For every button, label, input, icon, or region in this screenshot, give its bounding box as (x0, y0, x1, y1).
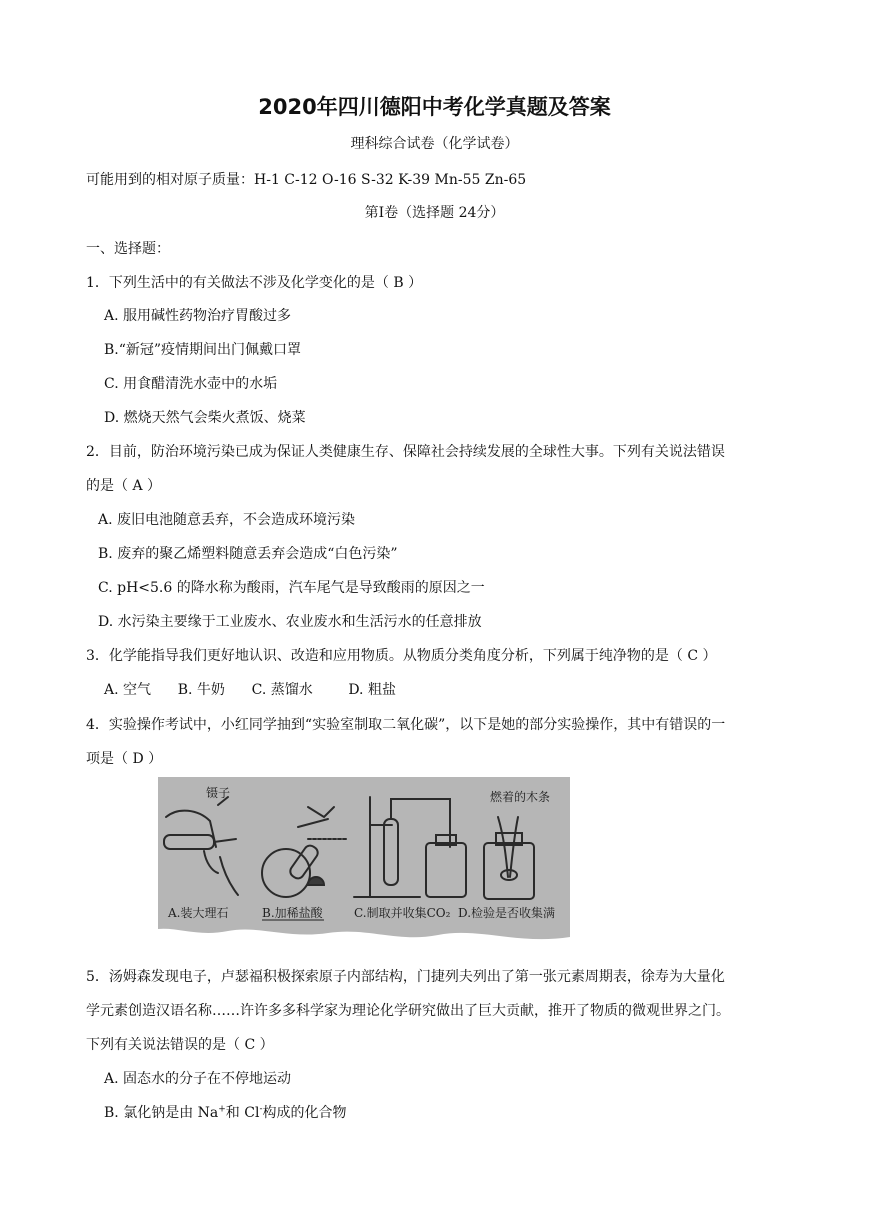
exam-subtitle: 理科综合试卷（化学试卷） (350, 136, 519, 152)
q2-option-c: C. pH<5.6 的降水称为酸雨，汽车尾气是导致酸雨的原因之一 (98, 580, 485, 596)
q5-option-b-suffix: 构成的化合物 (262, 1105, 347, 1121)
figure-label-a: A.装大理石 (168, 906, 229, 920)
q3-options: A. 空气 B. 牛奶 C. 蒸馏水 D. 粗盐 (104, 682, 396, 698)
q5-option-b (104, 1103, 346, 1123)
q4-stem-line1: 4．实验操作考试中，小红同学抽到“实验室制取二氧化碳”，以下是她的部分实验操作，其中有错误的一 (86, 717, 726, 733)
q1-option-d: D. 燃烧天然气会柴火煮饭、烧菜 (104, 410, 306, 426)
q2-stem-line1: 2．目前，防治环境污染已成为保证人类健康生存、保障社会持续发展的全球性大事。下列有关说法错误 (86, 444, 725, 460)
q1-option-b: B.“新冠”疫情期间出门佩戴口罩 (104, 342, 302, 358)
q5-stem-line3: 下列有关说法错误的是（ C ） (86, 1037, 274, 1053)
section-heading: 一、选择题： (86, 241, 170, 257)
sodium-charge: + (218, 1104, 226, 1115)
q2-option-b: B. 废弃的聚乙烯塑料随意丢弃会造成“白色污染” (98, 546, 398, 562)
q4-stem-line2: 项是（ D ） (86, 751, 163, 767)
q2-option-d: D. 水污染主要缘于工业废水、农业废水和生活污水的任意排放 (98, 614, 482, 630)
q2-stem-line2: 的是（ A ） (86, 478, 162, 494)
q1-option-a: A. 服用碱性药物治疗胃酸过多 (104, 308, 292, 324)
figure-label-c: C.制取并收集CO₂ (354, 906, 451, 920)
q3-stem: 3．化学能指导我们更好地认识、改造和应用物质。从物质分类角度分析，下列属于纯净物的是（ C ） (86, 648, 717, 664)
q1-option-c: C. 用食醋清洗水壶中的水垢 (104, 376, 278, 392)
page-title: 2020年四川德阳中考化学真题及答案 (258, 95, 611, 119)
q5-stem-line1: 5．汤姆森发现电子，卢瑟福积极探索原子内部结构，门捷列夫列出了第一张元素周期表，徐寿为大量化 (86, 969, 725, 985)
q5-option-a: A. 固态水的分子在不停地运动 (104, 1071, 292, 1087)
chloride-charge: - (259, 1104, 263, 1115)
q5-stem-line2: 学元素创造汉语名称……许许多多科学家为理论化学研究做出了巨大贡献，推开了物质的微观世界之门。 (86, 1003, 730, 1019)
q5-option-b-middle: 和 Cl (225, 1105, 260, 1121)
volume-heading: 第Ⅰ卷（选择题 24分） (364, 205, 505, 221)
atomic-mass-line: 可能用到的相对原子质量：H-1 C-12 O-16 S-32 K-39 Mn-55 Zn-65 (86, 172, 527, 188)
figure-note-match: 燃着的木条 (490, 790, 551, 804)
figure-label-d: D.检验是否收集满 (458, 906, 556, 920)
figure-note-tweezers: 镊子 (206, 786, 231, 800)
q1-stem: 1．下列生活中的有关做法不涉及化学变化的是（ B ） (86, 275, 423, 291)
q2-option-a: A. 废旧电池随意丢弃，不会造成环境污染 (98, 512, 356, 528)
lab-operations-figure (158, 777, 570, 958)
q5-option-b-prefix: B. 氯化钠是由 Na (104, 1105, 219, 1121)
figure-label-b: B.加稀盐酸 (262, 906, 323, 920)
